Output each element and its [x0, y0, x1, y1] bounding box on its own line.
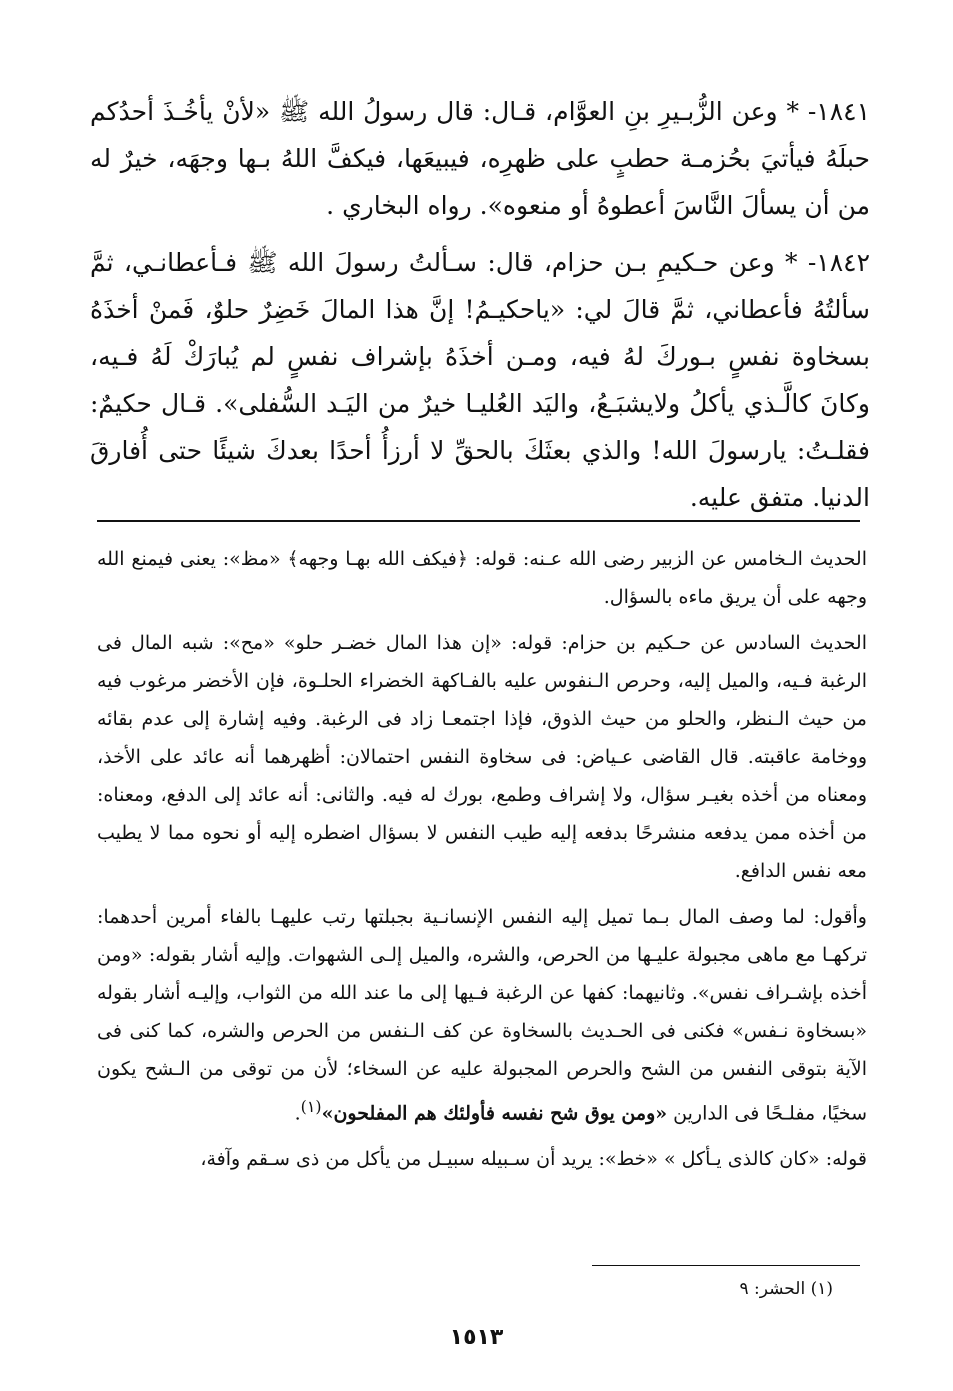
- commentary-paragraph-1: الحديث الـخامس عن الزبير رضى الله عـنه: قوله: ﴿فيكف الله بهـا وجهه﴾ «مظ»: يعنى فيمنع الله وجهه على أن يريق ماءه بالسؤال.: [97, 548, 867, 608]
- section-divider: [97, 520, 860, 522]
- commentary-paragraph-3-text: وأقول: لما وصف المال بـما تميل إليه النفس الإنسانـية بجبلتها رتب عليهـا بالفاء أمرين أحدهما: تركهـا مع ماهى مجبولة عليـها من الحرص، والشره، والميل إلـى الشهوات. وإليه أشار بقوله: «ومن أخذه بإشـراف نفس». وثانيهما: كفها عن الرغبة فـيها إلى ما عند الله من الثواب، وإليـه أشار بقوله «بسخاوة نـفس» فكنى فى الحـديث بالسخاوة عن كف الـنفس من الحرص والشره، كما كنى فى الآية بتوقى النفس من الشح والحرص المجبولة عليه عن السخاء؛ لأن من توقى من الـشح يكون سخيًا، مفلـحًا فى الدارين: [97, 906, 867, 1125]
- footnote-divider: [592, 1265, 860, 1266]
- page-number: ١٥١٣: [449, 1325, 504, 1350]
- hadith-1842: ١٨٤٢- * وعن حـكيمِ بـن حزام، قال: سـألتُ رسولَ الله ﷺ فـأعطانـي، ثمَّ سألتُهُ فأعطاني، ثمَّ قالَ لي: «ياحكيـمُ! إنَّ هذا المالَ خَضِرٌ حلوٌ، فَمنْ أخذَهُ بسخاوة نفسٍ بـوركَ لهُ فيه، ومـن أخذَهُ بإشراف نفسٍ لم يُبارَكْ لَهُ فـيه، وكانَ كالَّـذي يأكلُ ولايشبَـعُ، واليَد العُليـا خيرٌ من اليَـد السُّفلى». قـال حكيمٌ: فقلـتُ: يارسولَ الله! والذي بعثَكَ بالحقِّ لا أرزأُ أحدًا بعدكَ شيئًا حتى أُفارقَ الدنيا. متفق عليه.: [90, 248, 870, 512]
- footnote-marker: (١): [300, 1097, 322, 1116]
- commentary-section: [97, 540, 867, 1186]
- commentary-paragraph-3: [97, 898, 867, 1132]
- hadith-section: [90, 88, 870, 531]
- hadith-1841: ١٨٤١- * وعن الزُّبـيرِ بنِ العوَّام، قـال: قال رسولُ الله ﷺ «لأنْ يأخُـذَ أحدُكم حبلَهُ فيأتيَ بحُزمـة حطبٍ على ظهرِه، فيبيعَها، فيكفَّ اللهُ بـها وجهَه، خيرٌ له من أن يسألَ النَّاسَ أعطوهُ أو منعوه». رواه البخاري .: [90, 97, 870, 220]
- commentary-paragraph-2: الحديث السادس عن حـكيم بن حزام: قوله: «إن هذا المال خضـر حلو» «مح»: شبه المال فى الرغبة فـيه، والميل إليه، وحرص الـنفوس عليه بالفـاكهة الخضراء الحلـوة، فإن الأخضر مرغوب فيه من حيث الـنظر، والحلو من حيث الذوق، فإذا اجتمعـا زاد فى الرغبة. وفيه إشارة إلى عدم بقائه ووخامة عاقبته. قال القاضى عـياض: فى سخاوة النفس احتمالان: أظهرهما أنه عائد على الأخذ، ومعناه من أخذه بغيـر سؤال، ولا إشراف وطمع، بورك له فيه. والثانى: أنه عائد إلى الدفع، ومعناه: من أخذه ممن يدفعه منشرحًا بدفعه إليه طيب النفس لا بسؤال اضطره إليه أو نحوه مما لا يطيب معه نفس الدافع.: [97, 632, 867, 882]
- quran-quote: «ومن يوق شح نفسه فأولئك هم المفلحون»: [321, 1102, 668, 1125]
- paragraph-end: .: [294, 1102, 301, 1125]
- footnote: (١) الحشر: ٩: [739, 1279, 833, 1299]
- commentary-paragraph-4: قوله: «كان كالذى يـأكل » «خط»: يريد أن سـبيله سبيـل من يأكل من ذى سـقم وآفة،: [200, 1148, 867, 1171]
